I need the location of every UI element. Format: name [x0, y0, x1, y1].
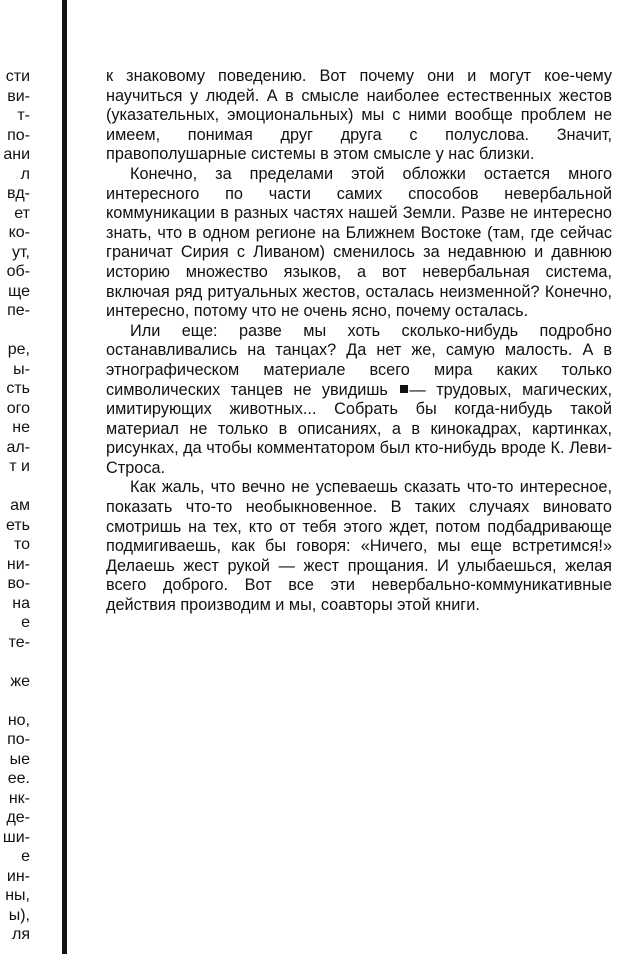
left-fragment: де-: [6, 809, 30, 826]
left-fragment: ы),: [8, 906, 30, 924]
left-fragment: ин-: [6, 867, 30, 885]
left-fragment: ал-: [6, 438, 30, 456]
paragraph-3-part-2: — трудовых, магических, имитирующих животных... Собрать бы когда-нибудь такой материал не только в описаниях, а в кинокадрах, картинках, рисунках, да чтобы комментатором был кто-нибудь вроде К. Леви-Строса.: [106, 380, 613, 477]
square-bullet-icon: [400, 385, 408, 393]
left-fragment: [0, 652, 30, 672]
left-fragment: е: [21, 848, 30, 865]
left-fragment: на: [12, 594, 30, 612]
paragraph-1: к знаковому поведению. Вот почему они и могут кое-чему научиться у людей. А в смысле наиболее естественных жестов (указательных, эмоциональных) мы с ними вообще проблем не имеем, понимая друг друга с полуслова. Значит, правополушарные системы в этом смысле у нас близки.: [106, 67, 612, 164]
paragraph-3-part-1: Или еще: разве мы хоть сколько-нибудь подробно останавливались на танцах? Да нет же, самую малость. А в этнографическом материале всего мира каких только символических танцев не увидишь: [106, 321, 612, 399]
left-fragment: ни-: [6, 555, 30, 573]
left-fragment: то: [13, 536, 30, 553]
paragraph-3: [106, 322, 612, 479]
left-fragment: ее.: [7, 770, 30, 787]
left-column-fragments: [0, 67, 30, 945]
article-text: [106, 67, 612, 616]
left-fragment: ам: [10, 497, 30, 514]
left-fragment: пе-: [7, 302, 30, 319]
left-fragment: ут,: [12, 243, 30, 261]
left-fragment: [0, 477, 30, 497]
left-fragment: об-: [6, 263, 30, 280]
left-fragment: ще: [8, 282, 30, 300]
left-fragment: ы-: [13, 360, 30, 378]
left-fragment: не: [12, 419, 30, 436]
left-fragment: сть: [6, 380, 30, 397]
left-fragment: по-: [7, 126, 30, 144]
left-fragment: по-: [7, 731, 30, 748]
left-fragment: ны,: [5, 887, 30, 904]
left-fragment: вд-: [7, 185, 30, 202]
left-fragment: те-: [8, 633, 30, 651]
left-fragment: сти: [5, 68, 30, 85]
left-fragment: еть: [5, 516, 30, 534]
gutter-rule: [62, 0, 67, 954]
left-fragment: во-: [7, 575, 30, 592]
left-fragment: но,: [7, 711, 30, 729]
left-fragment: л: [20, 165, 30, 183]
paragraph-2: Конечно, за пределами этой обложки остается много интересного по части самих способов невербальной коммуникации в разных частях нашей Земли. Разве не интересно знать, что в одном регионе на Ближнем Востоке (там, где сейчас граничат Сирия с Ливаном) сменилось за недавнюю и давнюю историю множество языков, а вот невербальная система, включая ряд ритуальных жестов, осталась неизменной? Конечно, интересно, потому что не очень ясно, почему осталась.: [106, 164, 612, 321]
left-fragment: [0, 321, 30, 341]
paragraph-4: Как жаль, что вечно не успеваешь сказать что-то интересное, показать что-то необыкновенное. В таких случаях виновато смотришь на тех, кто от тебя этого ждет, потом подбадривающе подмигиваешь, как бы говоря: «Ничего, мы еще встретимся!» Делаешь жест рукой — жест прощания. И улыбаешься, желая всего доброго. Вот все эти невербально-коммуникативные действия производим и мы, соавторы этой книги.: [106, 478, 612, 615]
left-fragment: ре,: [7, 341, 30, 358]
left-fragment: же: [10, 672, 30, 690]
left-fragment: нк-: [8, 789, 30, 807]
left-fragment: ля: [12, 926, 30, 943]
left-fragment: [0, 691, 30, 711]
left-fragment: т-: [17, 107, 30, 124]
left-fragment: ви-: [7, 87, 30, 105]
left-fragment: ани: [3, 146, 30, 163]
left-fragment: ые: [9, 750, 30, 768]
left-fragment: т и: [9, 458, 30, 475]
left-fragment: ши-: [2, 828, 30, 846]
left-fragment: ого: [6, 399, 30, 417]
left-fragment: е: [21, 614, 30, 631]
left-fragment: ко-: [8, 224, 30, 241]
left-fragment: ет: [14, 204, 30, 222]
